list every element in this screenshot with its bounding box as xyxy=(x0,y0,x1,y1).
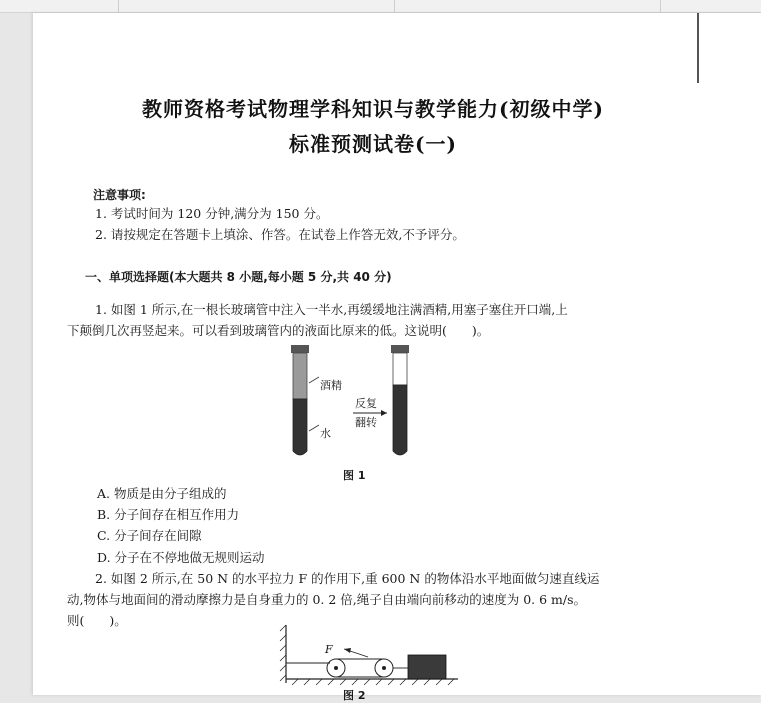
q1-option-d: D. 分子在不停地做无规则运动 xyxy=(97,550,265,565)
alcohol-layer xyxy=(293,353,307,399)
q1-option-b: B. 分子间存在相互作用力 xyxy=(97,507,240,522)
force-label: F xyxy=(325,643,333,656)
margin-line xyxy=(697,13,699,83)
document-page xyxy=(33,13,761,702)
mixture-layer xyxy=(393,385,407,455)
q2-stem-line3: 则( )。 xyxy=(67,613,127,628)
figure-1-caption: 图 1 xyxy=(343,469,366,482)
doc-title-line2: 标准预测试卷(一) xyxy=(289,132,457,156)
viewer-toolbar xyxy=(0,0,761,13)
toolbar-divider xyxy=(394,0,395,12)
arrow-label-bottom: 翻转 xyxy=(355,416,377,429)
notice-item: 1. 考试时间为 120 分钟,满分为 150 分。 xyxy=(95,206,329,221)
figure-1-tubes xyxy=(283,343,423,463)
stopper-left xyxy=(291,345,309,353)
q1-stem-line2: 下颠倒几次再竖起来。可以看到玻璃管内的液面比原来的低。这说明( )。 xyxy=(67,323,490,338)
tube-left xyxy=(291,345,309,455)
stopper-right xyxy=(391,345,409,353)
notice-item: 2. 请按规定在答题卡上填涂、作答。在试卷上作答无效,不予评分。 xyxy=(95,227,465,242)
q2-stem-line2: 动,物体与地面间的滑动摩擦力是自身重力的 0. 2 倍,绳子自由端向前移动的速度为 0. 6 m/s。 xyxy=(67,592,587,607)
toolbar-divider xyxy=(660,0,661,12)
arrow-label-top: 反复 xyxy=(355,397,377,410)
water-layer xyxy=(293,399,307,455)
toolbar-divider xyxy=(118,0,119,12)
label-water: 水 xyxy=(320,427,331,440)
block xyxy=(408,655,446,679)
empty-gap xyxy=(393,353,407,385)
notice-heading: 注意事项: xyxy=(93,188,146,202)
section-heading: 一、单项选择题(本大题共 8 小题,每小题 5 分,共 40 分) xyxy=(85,270,392,284)
figure-2-pulley xyxy=(278,621,458,693)
q1-option-c: C. 分子间存在间隙 xyxy=(97,528,202,543)
q1-stem-line1: 1. 如图 1 所示,在一根长玻璃管中注入一半水,再缓缓地注满酒精,用塞子塞住开口端,上 xyxy=(95,302,568,317)
label-alcohol: 酒精 xyxy=(320,379,342,392)
doc-title-line1: 教师资格考试物理学科知识与教学能力(初级中学) xyxy=(142,97,604,121)
q1-option-a: A. 物质是由分子组成的 xyxy=(97,486,227,501)
figure-2-caption: 图 2 xyxy=(343,689,366,702)
q2-stem-line1: 2. 如图 2 所示,在 50 N 的水平拉力 F 的作用下,重 600 N 的物体沿水平地面做匀速直线运 xyxy=(95,571,600,586)
tube-right xyxy=(391,345,409,455)
